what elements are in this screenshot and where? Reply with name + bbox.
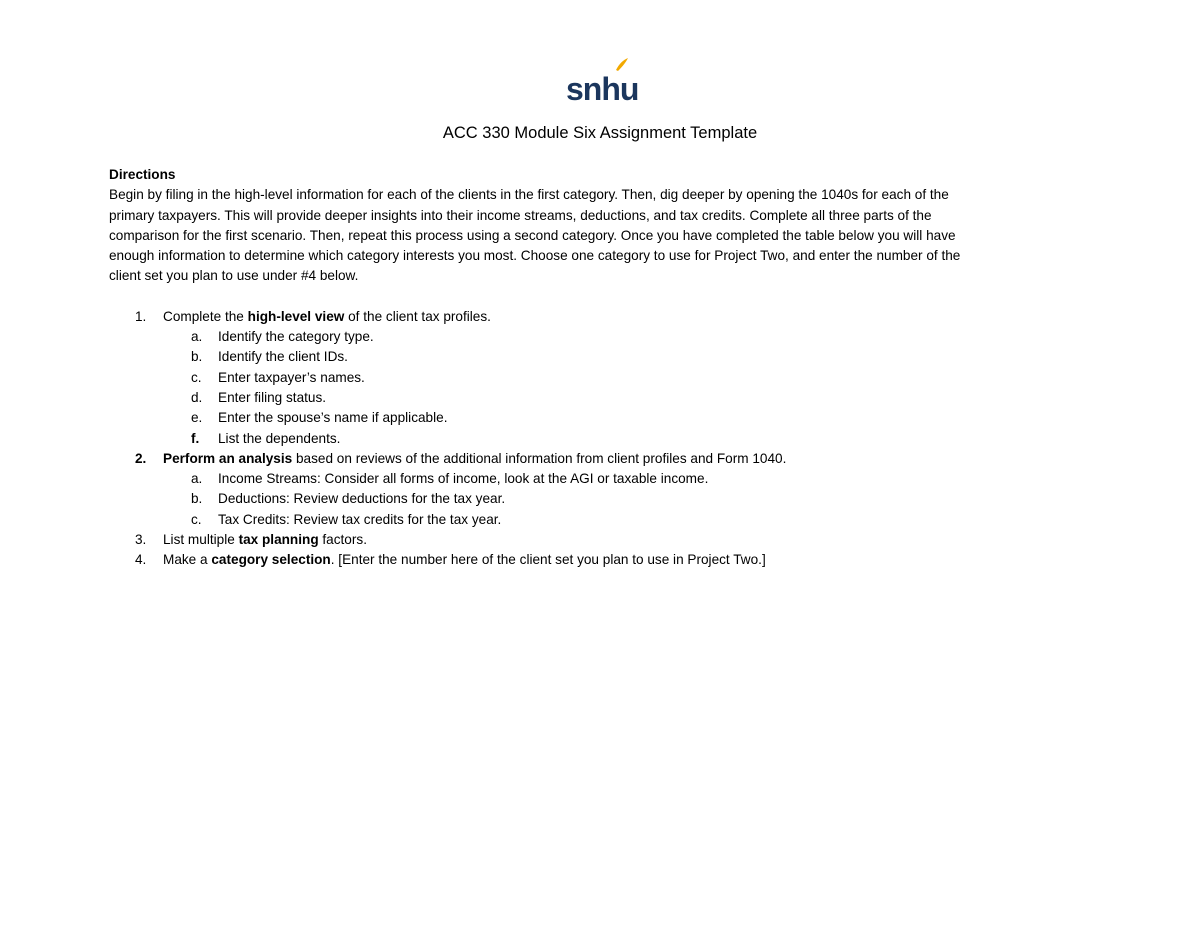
snhu-logo: [566, 58, 639, 107]
subitem: [109, 408, 1094, 428]
step-item-3: [109, 530, 1094, 550]
step-text-pre: List multiple: [163, 532, 239, 548]
subitem: [109, 388, 1094, 408]
logo-flame-icon: [616, 58, 628, 71]
step-text-bold: high-level view: [247, 308, 345, 324]
subitem-letter: b.: [191, 491, 203, 507]
subitem-text: Enter filing status.: [218, 389, 327, 405]
step-text-post: of the client tax profiles.: [344, 308, 491, 324]
subitem-letter: e.: [191, 410, 203, 426]
snhu-logo-mark: [566, 58, 639, 107]
subitem: [109, 368, 1094, 388]
subitem-letter: f.: [191, 430, 200, 446]
logo-text: snhu: [566, 71, 639, 107]
step-number: 3.: [135, 532, 147, 548]
subitem: [109, 469, 1094, 489]
subitem-text: Enter the spouse’s name if applicable.: [218, 410, 448, 426]
subitem-letter: d.: [191, 389, 203, 405]
subitem: [109, 489, 1094, 509]
step-item-1: [109, 307, 1094, 449]
subitem: [109, 510, 1094, 530]
step-text-pre: Make a: [163, 552, 212, 568]
subitem: [109, 327, 1094, 347]
step-number: 2.: [135, 450, 147, 466]
steps-list: [109, 307, 1094, 571]
directions-line: Begin by filing in the high-level information for each of the clients in the first category. Then, dig deeper by opening the 1040s for each of the: [109, 187, 949, 203]
subitem-letter: c.: [191, 369, 202, 385]
subitem-text: Enter taxpayer’s names.: [218, 369, 365, 385]
directions-line: primary taxpayers. This will provide deeper insights into their income streams, deductions, and tax credits. Complete all three parts of the: [109, 207, 932, 223]
directions-heading: Directions: [109, 167, 176, 182]
subitem: [109, 429, 1094, 449]
subitem-letter: a.: [191, 329, 203, 345]
directions-line: client set you plan to use under #4 below.: [109, 268, 359, 284]
subitem: [109, 347, 1094, 367]
subitem-letter: c.: [191, 511, 202, 527]
step-text-post: factors.: [318, 532, 367, 548]
step-1-subitems: [163, 327, 1094, 449]
subitem-text: Identify the category type.: [218, 329, 374, 345]
directions-line: enough information to determine which category interests you most. Choose one category to use for Project Two, and enter the number of the: [109, 248, 961, 264]
directions-paragraph: [109, 185, 1094, 286]
subitem-text: Deductions: Review deductions for the tax year.: [218, 491, 506, 507]
step-text-pre: Complete the: [163, 308, 248, 324]
step-text-post: . [Enter the number here of the client set you plan to use in Project Two.]: [330, 552, 766, 568]
step-2-subitems: [163, 469, 1094, 530]
step-text-post: based on reviews of the additional information from client profiles and Form 1040.: [292, 450, 787, 466]
subitem-letter: a.: [191, 471, 203, 487]
subitem-text: Tax Credits: Review tax credits for the tax year.: [218, 511, 502, 527]
subitem-text: Income Streams: Consider all forms of income, look at the AGI or taxable income.: [218, 471, 709, 487]
document-body: [109, 165, 1094, 571]
step-number: 1.: [135, 308, 147, 324]
step-text-bold: tax planning: [238, 532, 319, 548]
subitem-text: List the dependents.: [218, 430, 341, 446]
step-text-bold: category selection: [211, 552, 331, 568]
step-item-4: [109, 550, 1094, 570]
step-text-bold: Perform an analysis: [163, 450, 293, 466]
step-item-2: [109, 449, 1094, 530]
subitem-letter: b.: [191, 349, 203, 365]
step-number: 4.: [135, 552, 147, 568]
directions-line: comparison for the first scenario. Then, repeat this process using a second category. Once you have completed the table below you will have: [109, 227, 956, 243]
document-title: ACC 330 Module Six Assignment Template: [442, 124, 758, 142]
subitem-text: Identify the client IDs.: [218, 349, 348, 365]
